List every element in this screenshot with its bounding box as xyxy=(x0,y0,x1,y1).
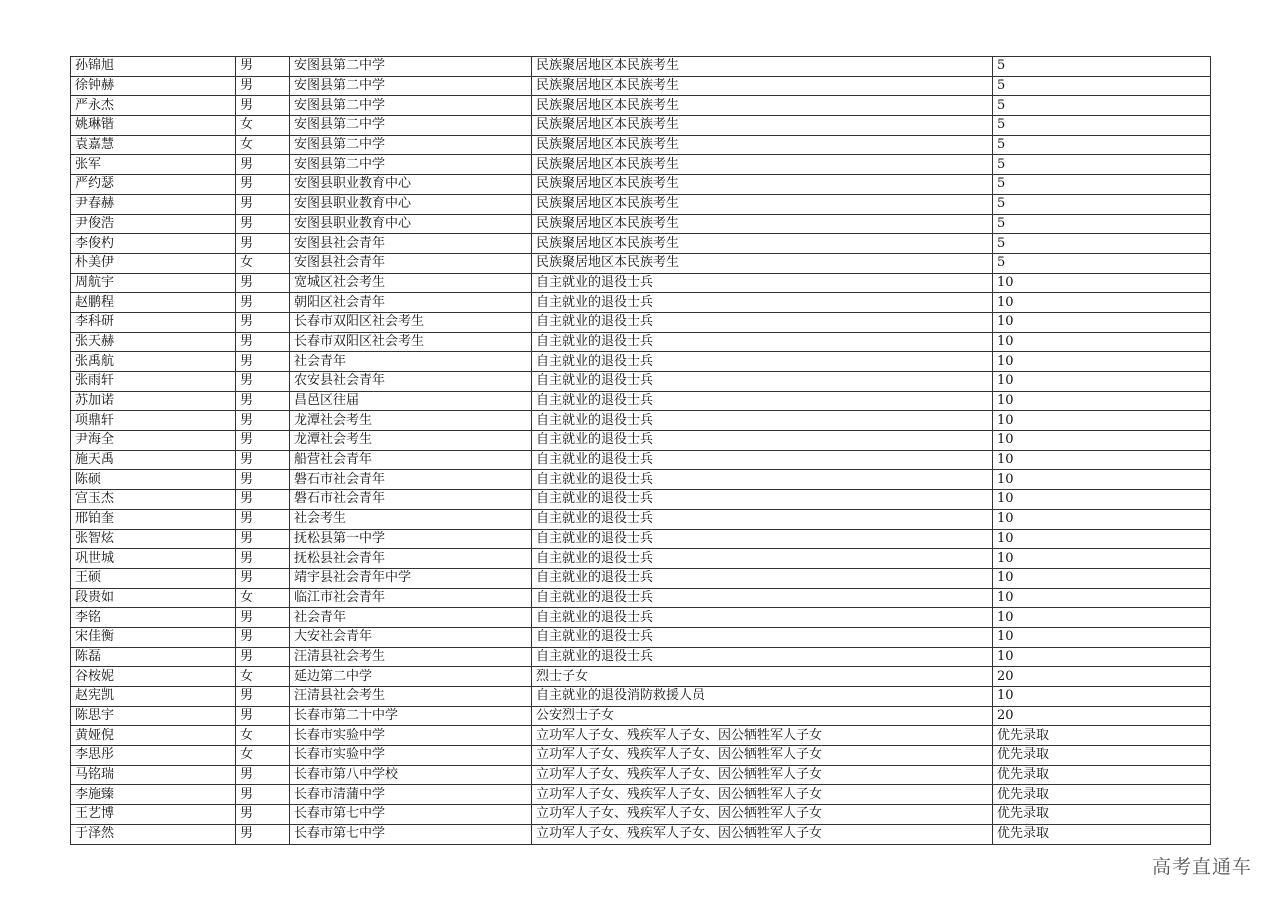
name-cell: 宫玉杰 xyxy=(71,490,236,510)
bonus-cell: 5 xyxy=(993,253,1211,273)
gender-cell: 男 xyxy=(236,96,290,116)
table-row xyxy=(71,687,1211,707)
school-cell: 安图县第二中学 xyxy=(290,57,532,77)
gender-cell: 男 xyxy=(236,824,290,844)
bonus-cell: 10 xyxy=(993,450,1211,470)
bonus-cell: 5 xyxy=(993,234,1211,254)
bonus-cell: 优先录取 xyxy=(993,726,1211,746)
category-cell: 民族聚居地区本民族考生 xyxy=(532,116,993,136)
table-row xyxy=(71,214,1211,234)
school-cell: 安图县第二中学 xyxy=(290,116,532,136)
category-cell: 自主就业的退役消防救援人员 xyxy=(532,687,993,707)
bonus-cell: 10 xyxy=(993,312,1211,332)
bonus-cell: 5 xyxy=(993,116,1211,136)
school-cell: 安图县第二中学 xyxy=(290,135,532,155)
gender-cell: 男 xyxy=(236,332,290,352)
category-cell: 民族聚居地区本民族考生 xyxy=(532,214,993,234)
name-cell: 张军 xyxy=(71,155,236,175)
table-row xyxy=(71,824,1211,844)
school-cell: 安图县职业教育中心 xyxy=(290,175,532,195)
table-row xyxy=(71,549,1211,569)
category-cell: 自主就业的退役士兵 xyxy=(532,568,993,588)
gender-cell: 男 xyxy=(236,214,290,234)
school-cell: 长春市第八中学校 xyxy=(290,765,532,785)
table-row xyxy=(71,627,1211,647)
school-cell: 抚松县第一中学 xyxy=(290,529,532,549)
school-cell: 磐石市社会青年 xyxy=(290,490,532,510)
gender-cell: 男 xyxy=(236,76,290,96)
category-cell: 烈士子女 xyxy=(532,667,993,687)
bonus-cell: 10 xyxy=(993,352,1211,372)
gender-cell: 男 xyxy=(236,608,290,628)
bonus-cell: 10 xyxy=(993,588,1211,608)
table-row xyxy=(71,116,1211,136)
school-cell: 长春市双阳区社会考生 xyxy=(290,312,532,332)
bonus-cell: 10 xyxy=(993,647,1211,667)
school-cell: 安图县社会青年 xyxy=(290,253,532,273)
gender-cell: 男 xyxy=(236,155,290,175)
bonus-cell: 优先录取 xyxy=(993,785,1211,805)
school-cell: 安图县职业教育中心 xyxy=(290,214,532,234)
gender-cell: 男 xyxy=(236,175,290,195)
bonus-cell: 5 xyxy=(993,155,1211,175)
school-cell: 长春市清蒲中学 xyxy=(290,785,532,805)
name-cell: 宋佳衡 xyxy=(71,627,236,647)
category-cell: 自主就业的退役士兵 xyxy=(532,273,993,293)
category-cell: 自主就业的退役士兵 xyxy=(532,549,993,569)
category-cell: 自主就业的退役士兵 xyxy=(532,431,993,451)
name-cell: 赵宪凯 xyxy=(71,687,236,707)
category-cell: 民族聚居地区本民族考生 xyxy=(532,76,993,96)
gender-cell: 男 xyxy=(236,273,290,293)
gender-cell: 男 xyxy=(236,647,290,667)
gender-cell: 女 xyxy=(236,746,290,766)
name-cell: 严永杰 xyxy=(71,96,236,116)
category-cell: 自主就业的退役士兵 xyxy=(532,509,993,529)
bonus-cell: 10 xyxy=(993,687,1211,707)
gender-cell: 男 xyxy=(236,490,290,510)
school-cell: 汪清县社会考生 xyxy=(290,647,532,667)
table-row xyxy=(71,135,1211,155)
name-cell: 朴美伊 xyxy=(71,253,236,273)
category-cell: 自主就业的退役士兵 xyxy=(532,293,993,313)
school-cell: 安图县职业教育中心 xyxy=(290,194,532,214)
school-cell: 龙潭社会考生 xyxy=(290,411,532,431)
category-cell: 民族聚居地区本民族考生 xyxy=(532,253,993,273)
name-cell: 苏加诺 xyxy=(71,391,236,411)
name-cell: 张禹航 xyxy=(71,352,236,372)
bonus-cell: 10 xyxy=(993,411,1211,431)
gender-cell: 男 xyxy=(236,372,290,392)
name-cell: 陈磊 xyxy=(71,647,236,667)
bonus-cell: 10 xyxy=(993,332,1211,352)
name-cell: 巩世城 xyxy=(71,549,236,569)
school-cell: 安图县第二中学 xyxy=(290,76,532,96)
gender-cell: 男 xyxy=(236,687,290,707)
bonus-cell: 5 xyxy=(993,214,1211,234)
name-cell: 陈思宇 xyxy=(71,706,236,726)
table-row xyxy=(71,667,1211,687)
school-cell: 磐石市社会青年 xyxy=(290,470,532,490)
gender-cell: 男 xyxy=(236,706,290,726)
category-cell: 自主就业的退役士兵 xyxy=(532,627,993,647)
table-row xyxy=(71,175,1211,195)
roster-table xyxy=(70,56,1211,845)
table-row xyxy=(71,509,1211,529)
school-cell: 长春市第七中学 xyxy=(290,805,532,825)
name-cell: 尹俊浩 xyxy=(71,214,236,234)
bonus-cell: 5 xyxy=(993,57,1211,77)
name-cell: 李铭 xyxy=(71,608,236,628)
school-cell: 社会青年 xyxy=(290,608,532,628)
category-cell: 民族聚居地区本民族考生 xyxy=(532,175,993,195)
bonus-cell: 20 xyxy=(993,667,1211,687)
category-cell: 立功军人子女、残疾军人子女、因公牺牲军人子女 xyxy=(532,726,993,746)
school-cell: 朝阳区社会青年 xyxy=(290,293,532,313)
category-cell: 自主就业的退役士兵 xyxy=(532,647,993,667)
school-cell: 延边第二中学 xyxy=(290,667,532,687)
table-row xyxy=(71,411,1211,431)
name-cell: 项鼎轩 xyxy=(71,411,236,431)
gender-cell: 男 xyxy=(236,312,290,332)
table-row xyxy=(71,194,1211,214)
gender-cell: 男 xyxy=(236,57,290,77)
category-cell: 立功军人子女、残疾军人子女、因公牺牲军人子女 xyxy=(532,824,993,844)
category-cell: 民族聚居地区本民族考生 xyxy=(532,155,993,175)
school-cell: 社会青年 xyxy=(290,352,532,372)
category-cell: 民族聚居地区本民族考生 xyxy=(532,135,993,155)
gender-cell: 男 xyxy=(236,627,290,647)
gender-cell: 女 xyxy=(236,116,290,136)
name-cell: 姚琳锴 xyxy=(71,116,236,136)
gender-cell: 男 xyxy=(236,765,290,785)
category-cell: 民族聚居地区本民族考生 xyxy=(532,194,993,214)
bonus-cell: 优先录取 xyxy=(993,765,1211,785)
gender-cell: 女 xyxy=(236,253,290,273)
school-cell: 昌邑区往届 xyxy=(290,391,532,411)
gender-cell: 女 xyxy=(236,667,290,687)
table-row xyxy=(71,312,1211,332)
gender-cell: 女 xyxy=(236,135,290,155)
school-cell: 汪清县社会考生 xyxy=(290,687,532,707)
bonus-cell: 10 xyxy=(993,293,1211,313)
category-cell: 自主就业的退役士兵 xyxy=(532,450,993,470)
bonus-cell: 10 xyxy=(993,372,1211,392)
table-row xyxy=(71,568,1211,588)
gender-cell: 男 xyxy=(236,549,290,569)
table-row xyxy=(71,391,1211,411)
school-cell: 船营社会青年 xyxy=(290,450,532,470)
name-cell: 李思彤 xyxy=(71,746,236,766)
category-cell: 自主就业的退役士兵 xyxy=(532,490,993,510)
table-row xyxy=(71,293,1211,313)
category-cell: 公安烈士子女 xyxy=(532,706,993,726)
gender-cell: 男 xyxy=(236,194,290,214)
gender-cell: 男 xyxy=(236,470,290,490)
category-cell: 自主就业的退役士兵 xyxy=(532,352,993,372)
bonus-cell: 10 xyxy=(993,431,1211,451)
school-cell: 长春市实验中学 xyxy=(290,746,532,766)
name-cell: 张天赫 xyxy=(71,332,236,352)
name-cell: 张雨轩 xyxy=(71,372,236,392)
gender-cell: 男 xyxy=(236,411,290,431)
name-cell: 周航宇 xyxy=(71,273,236,293)
category-cell: 立功军人子女、残疾军人子女、因公牺牲军人子女 xyxy=(532,785,993,805)
bonus-cell: 优先录取 xyxy=(993,746,1211,766)
school-cell: 大安社会青年 xyxy=(290,627,532,647)
name-cell: 徐钟赫 xyxy=(71,76,236,96)
table-row xyxy=(71,96,1211,116)
gender-cell: 男 xyxy=(236,568,290,588)
bonus-cell: 10 xyxy=(993,391,1211,411)
bonus-cell: 5 xyxy=(993,76,1211,96)
category-cell: 民族聚居地区本民族考生 xyxy=(532,234,993,254)
category-cell: 自主就业的退役士兵 xyxy=(532,411,993,431)
gender-cell: 男 xyxy=(236,785,290,805)
bonus-cell: 10 xyxy=(993,470,1211,490)
school-cell: 安图县社会青年 xyxy=(290,234,532,254)
gender-cell: 男 xyxy=(236,234,290,254)
watermark-text: 高考直通车 xyxy=(1151,856,1252,878)
school-cell: 宽城区社会考生 xyxy=(290,273,532,293)
table-row xyxy=(71,608,1211,628)
name-cell: 尹海全 xyxy=(71,431,236,451)
bonus-cell: 20 xyxy=(993,706,1211,726)
gender-cell: 男 xyxy=(236,431,290,451)
school-cell: 农安县社会青年 xyxy=(290,372,532,392)
table-row xyxy=(71,253,1211,273)
gender-cell: 男 xyxy=(236,352,290,372)
category-cell: 自主就业的退役士兵 xyxy=(532,529,993,549)
bonus-cell: 优先录取 xyxy=(993,805,1211,825)
roster-body xyxy=(71,57,1211,845)
name-cell: 严约瑟 xyxy=(71,175,236,195)
table-row xyxy=(71,352,1211,372)
table-row xyxy=(71,450,1211,470)
bonus-cell: 10 xyxy=(993,627,1211,647)
school-cell: 靖宇县社会青年中学 xyxy=(290,568,532,588)
bonus-cell: 10 xyxy=(993,509,1211,529)
bonus-cell: 10 xyxy=(993,529,1211,549)
category-cell: 立功军人子女、残疾军人子女、因公牺牲军人子女 xyxy=(532,746,993,766)
gender-cell: 男 xyxy=(236,293,290,313)
gender-cell: 女 xyxy=(236,588,290,608)
name-cell: 张智炫 xyxy=(71,529,236,549)
name-cell: 段贵如 xyxy=(71,588,236,608)
category-cell: 自主就业的退役士兵 xyxy=(532,372,993,392)
school-cell: 长春市实验中学 xyxy=(290,726,532,746)
table-row xyxy=(71,273,1211,293)
school-cell: 抚松县社会青年 xyxy=(290,549,532,569)
category-cell: 自主就业的退役士兵 xyxy=(532,470,993,490)
category-cell: 自主就业的退役士兵 xyxy=(532,391,993,411)
school-cell: 安图县第二中学 xyxy=(290,96,532,116)
name-cell: 李科研 xyxy=(71,312,236,332)
bonus-cell: 优先录取 xyxy=(993,824,1211,844)
name-cell: 孙锦旭 xyxy=(71,57,236,77)
table-row xyxy=(71,726,1211,746)
school-cell: 长春市第七中学 xyxy=(290,824,532,844)
name-cell: 李施臻 xyxy=(71,785,236,805)
table-row xyxy=(71,706,1211,726)
gender-cell: 男 xyxy=(236,509,290,529)
table-row xyxy=(71,647,1211,667)
category-cell: 自主就业的退役士兵 xyxy=(532,588,993,608)
school-cell: 临江市社会青年 xyxy=(290,588,532,608)
bonus-cell: 10 xyxy=(993,608,1211,628)
table-row xyxy=(71,746,1211,766)
category-cell: 自主就业的退役士兵 xyxy=(532,608,993,628)
gender-cell: 女 xyxy=(236,726,290,746)
bonus-cell: 10 xyxy=(993,568,1211,588)
name-cell: 施天禹 xyxy=(71,450,236,470)
name-cell: 马铭瑞 xyxy=(71,765,236,785)
table-row xyxy=(71,332,1211,352)
name-cell: 王艺博 xyxy=(71,805,236,825)
table-row xyxy=(71,431,1211,451)
name-cell: 于泽然 xyxy=(71,824,236,844)
table-row xyxy=(71,490,1211,510)
table-row xyxy=(71,588,1211,608)
bonus-cell: 10 xyxy=(993,273,1211,293)
name-cell: 黄娅倪 xyxy=(71,726,236,746)
category-cell: 自主就业的退役士兵 xyxy=(532,332,993,352)
bonus-cell: 5 xyxy=(993,194,1211,214)
category-cell: 民族聚居地区本民族考生 xyxy=(532,96,993,116)
bonus-cell: 5 xyxy=(993,175,1211,195)
name-cell: 陈硕 xyxy=(71,470,236,490)
table-row xyxy=(71,805,1211,825)
bonus-cell: 10 xyxy=(993,490,1211,510)
name-cell: 王硕 xyxy=(71,568,236,588)
table-row xyxy=(71,155,1211,175)
table-row xyxy=(71,372,1211,392)
table-row xyxy=(71,76,1211,96)
table-row xyxy=(71,470,1211,490)
bonus-cell: 5 xyxy=(993,96,1211,116)
school-cell: 社会考生 xyxy=(290,509,532,529)
table-row xyxy=(71,57,1211,77)
gender-cell: 男 xyxy=(236,391,290,411)
school-cell: 长春市第二十中学 xyxy=(290,706,532,726)
name-cell: 袁嘉慧 xyxy=(71,135,236,155)
gender-cell: 男 xyxy=(236,450,290,470)
category-cell: 自主就业的退役士兵 xyxy=(532,312,993,332)
name-cell: 邢铂奎 xyxy=(71,509,236,529)
name-cell: 尹春赫 xyxy=(71,194,236,214)
school-cell: 龙潭社会考生 xyxy=(290,431,532,451)
name-cell: 谷桉妮 xyxy=(71,667,236,687)
table-row xyxy=(71,765,1211,785)
table-row xyxy=(71,234,1211,254)
gender-cell: 男 xyxy=(236,805,290,825)
table-row xyxy=(71,529,1211,549)
category-cell: 民族聚居地区本民族考生 xyxy=(532,57,993,77)
name-cell: 赵鹏程 xyxy=(71,293,236,313)
category-cell: 立功军人子女、残疾军人子女、因公牺牲军人子女 xyxy=(532,765,993,785)
bonus-cell: 10 xyxy=(993,549,1211,569)
category-cell: 立功军人子女、残疾军人子女、因公牺牲军人子女 xyxy=(532,805,993,825)
school-cell: 安图县第二中学 xyxy=(290,155,532,175)
bonus-cell: 5 xyxy=(993,135,1211,155)
gender-cell: 男 xyxy=(236,529,290,549)
table-row xyxy=(71,785,1211,805)
school-cell: 长春市双阳区社会考生 xyxy=(290,332,532,352)
name-cell: 李俊杓 xyxy=(71,234,236,254)
